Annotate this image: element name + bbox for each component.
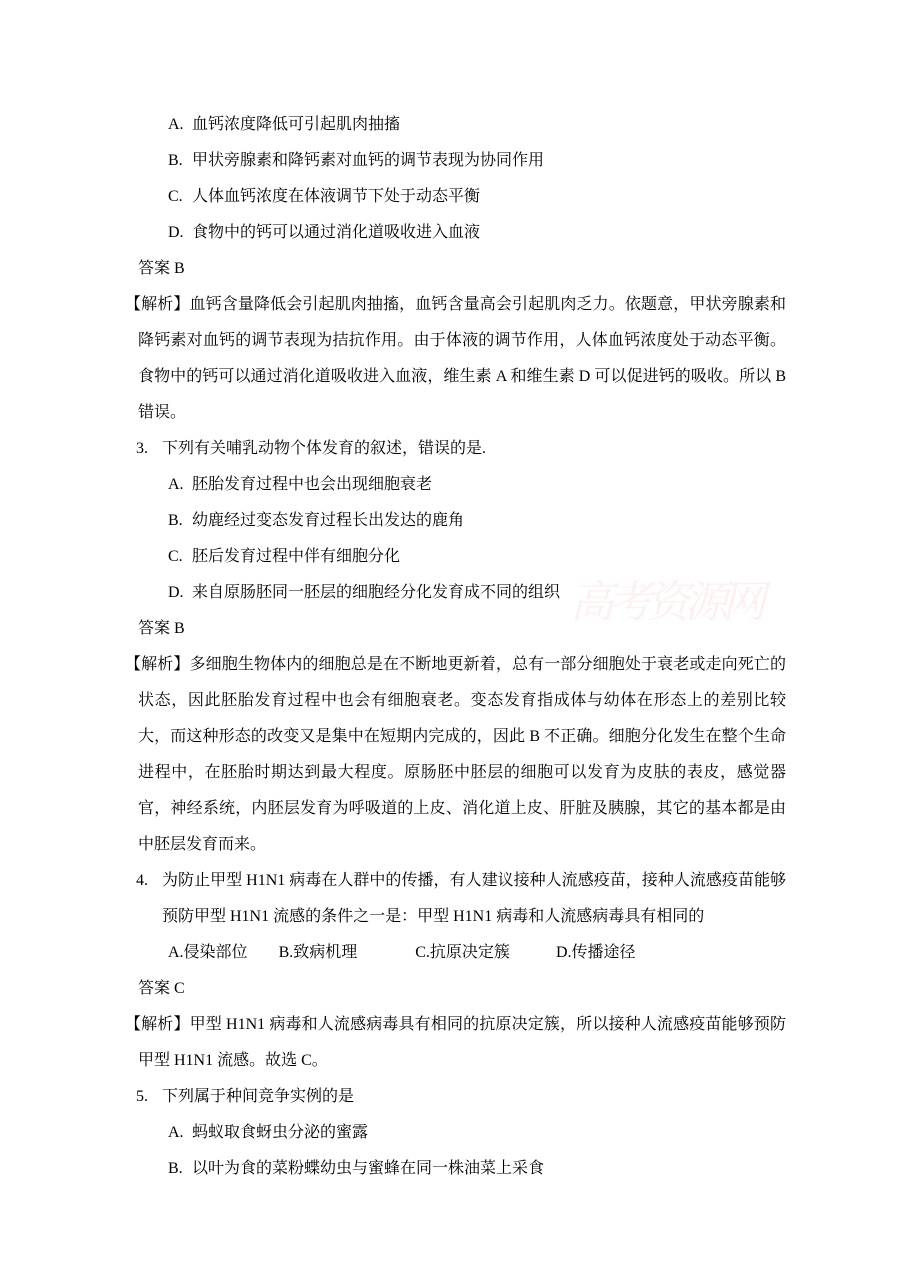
- option-text: 蚂蚁取食蚜虫分泌的蜜露: [192, 1124, 369, 1141]
- analysis-paragraph: 【解析】血钙含量降低会引起肌肉抽搐，血钙含量高会引起肌肉乏力。依题意，甲状旁腺素和降钙素对血钙的调节表现为拮抗作用。由于体液的调节作用，人体血钙浓度处于动态平衡。食物中的钙可以通过消化道吸收进入血液，维生素 A 和维生素 D 可以促进钙的吸收。所以 B 错误。: [125, 296, 786, 421]
- option-text: 胚后发育过程中伴有细胞分化: [192, 548, 401, 565]
- option-line: [136, 503, 786, 539]
- question-stem: [136, 431, 786, 467]
- option-text: 胚胎发育过程中也会出现细胞衰老: [192, 476, 433, 493]
- question-stem: [136, 1079, 786, 1115]
- option-label: A.: [168, 476, 184, 493]
- option-line: [136, 467, 786, 503]
- question-text: 下列属于种间竞争实例的是: [162, 1088, 355, 1105]
- answer-line: 答案 B: [138, 620, 185, 637]
- question-stem: [136, 863, 786, 935]
- option-line: [136, 539, 786, 575]
- question-number: 3.: [136, 440, 148, 457]
- option-line: [136, 1115, 786, 1151]
- option-label: C.: [168, 548, 183, 565]
- option-label: B.: [168, 512, 183, 529]
- inline-option: B.致病机理: [278, 944, 358, 961]
- option-text: 人体血钙浓度在体液调节下处于动态平衡: [192, 188, 481, 205]
- option-line: [136, 1151, 786, 1187]
- question-number: 4.: [136, 872, 148, 889]
- option-label: B.: [168, 1160, 183, 1177]
- option-label: A.: [168, 1124, 184, 1141]
- option-text: 来自原肠胚同一胚层的细胞经分化发育成不同的组织: [192, 584, 561, 601]
- question-number: 5.: [136, 1088, 148, 1105]
- option-line: [136, 107, 786, 143]
- inline-option: C.抗原决定簇: [415, 944, 510, 961]
- inline-options-row: [136, 935, 786, 971]
- option-text: 食物中的钙可以通过消化道吸收进入血液: [192, 224, 481, 241]
- option-text: 甲状旁腺素和降钙素对血钙的调节表现为协同作用: [192, 152, 545, 169]
- inline-option: D.传播途径: [555, 944, 636, 961]
- option-label: A.: [168, 116, 184, 133]
- answer-line: 答案 C: [138, 980, 185, 997]
- document-content: [125, 107, 786, 1187]
- option-label: B.: [168, 152, 183, 169]
- inline-option: A.侵染部位: [168, 944, 248, 961]
- answer-line: 答案 B: [138, 260, 185, 277]
- option-line: [136, 575, 786, 611]
- option-label: C.: [168, 188, 183, 205]
- question-text: 为防止甲型 H1N1 病毒在人群中的传播，有人建议接种人流感疫苗，接种人流感疫苗能够预防甲型 H1N1 流感的条件之一是：甲型 H1N1 病毒和人流感病毒具有相同的: [162, 872, 786, 925]
- analysis-paragraph: 【解析】多细胞生物体内的细胞总是在不断地更新着，总有一部分细胞处于衰老或走向死亡的状态，因此胚胎发育过程中也会有细胞衰老。变态发育指成体与幼体在形态上的差别比较大，而这种形态的改变又是集中在短期内完成的，因此 B 不正确。细胞分化发生在整个生命进程中，在胚胎时期达到最大程度。原肠胚中胚层的细胞可以发育为皮肤的表皮，感觉器官，神经系统，内胚层发育为呼吸道的上皮、消化道上皮、肝脏及胰腺，其它的基本都是由中胚层发育而来。: [125, 656, 786, 853]
- watermark-text: 高考资源网: [570, 578, 760, 627]
- option-line: [136, 215, 786, 251]
- option-text: 以叶为食的菜粉蝶幼虫与蜜蜂在同一株油菜上采食: [192, 1160, 545, 1177]
- option-text: 血钙浓度降低可引起肌肉抽搐: [192, 116, 401, 133]
- option-text: 幼鹿经过变态发育过程长出发达的鹿角: [192, 512, 465, 529]
- option-label: D.: [168, 584, 184, 601]
- option-line: [136, 143, 786, 179]
- option-label: D.: [168, 224, 184, 241]
- question-text: 下列有关哺乳动物个体发育的叙述，错误的是.: [162, 440, 487, 457]
- option-line: [136, 179, 786, 215]
- analysis-paragraph: 【解析】甲型 H1N1 病毒和人流感病毒具有相同的抗原决定簇，所以接种人流感疫苗能够预防甲型 H1N1 流感。故选 C。: [125, 1016, 786, 1069]
